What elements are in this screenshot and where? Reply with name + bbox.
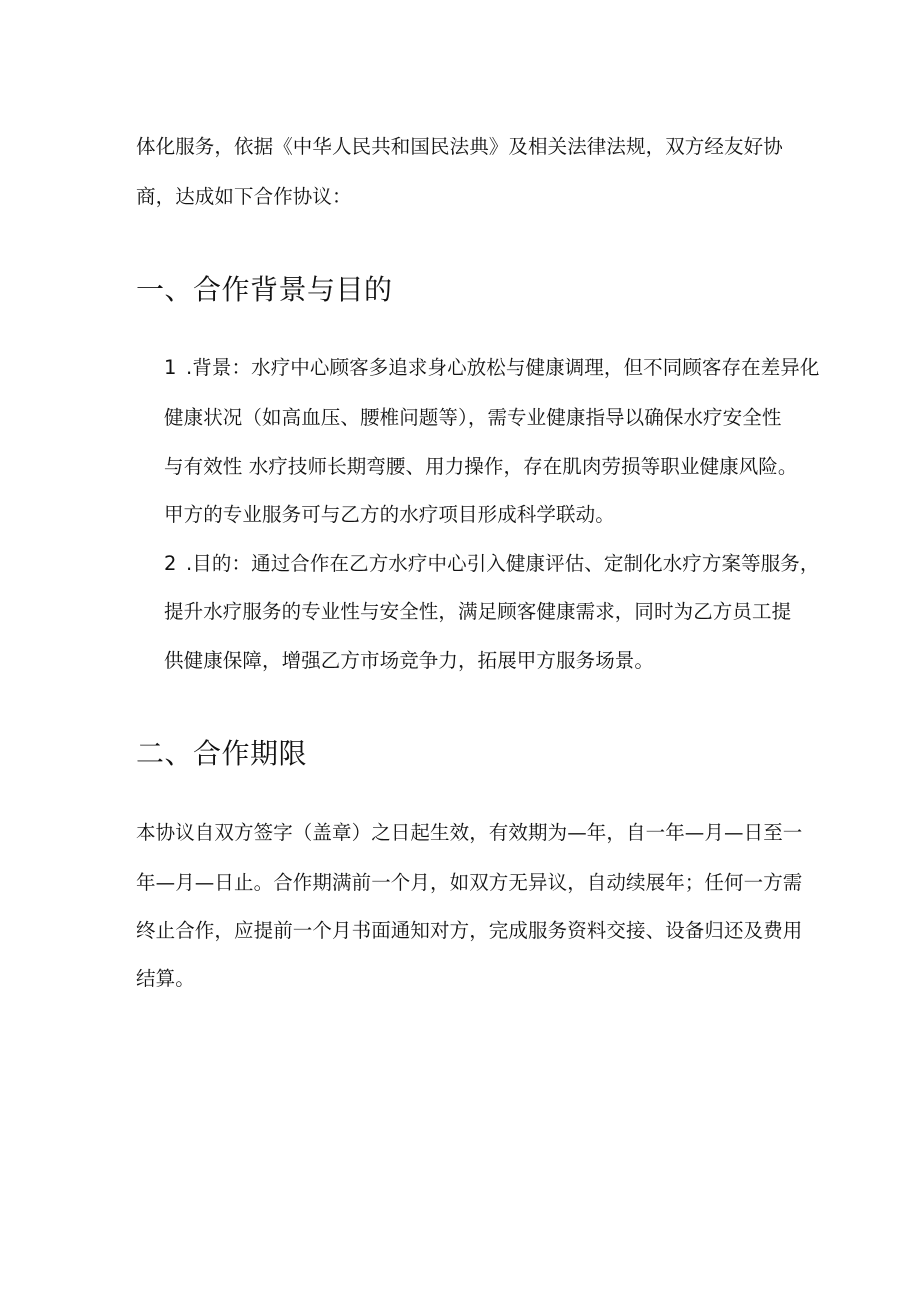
item-1-number: 1 xyxy=(164,356,177,379)
item-1-line-2: 健康状况（如高血压、腰椎问题等），需专业健康指导以确保水疗安全性 xyxy=(164,406,782,429)
item-1-line-1: .背景：水疗中心顾客多追求身心放松与健康调理，但不同顾客存在差异化 xyxy=(186,356,820,379)
term-line-1: 本协议自双方签字（盖章）之日起生效，有效期为—年，自一年—月—日至一 xyxy=(136,821,803,844)
section-2-heading: 二、合作期限 xyxy=(136,737,308,770)
item-2-number: 2 xyxy=(164,552,177,575)
term-line-3: 终止合作，应提前一个月书面通知对方，完成服务资料交接、设备归还及费用 xyxy=(136,919,803,942)
item-2-line-2: 提升水疗服务的专业性与安全性，满足顾客健康需求，同时为乙方员工提 xyxy=(164,600,792,623)
intro-line-1: 体化服务，依据《中华人民共和国民法典》及相关法律法规，双方经友好协 xyxy=(136,135,783,158)
item-2-line-3: 供健康保障，增强乙方市场竞争力，拓展甲方服务场景。 xyxy=(164,649,655,672)
section-1-heading: 一、合作背景与目的 xyxy=(136,273,393,306)
term-line-4: 结算。 xyxy=(136,967,195,990)
item-1-line-4: 甲方的专业服务可与乙方的水疗项目形成科学联动。 xyxy=(164,503,615,526)
intro-line-2: 商，达成如下合作协议： xyxy=(136,185,352,208)
term-line-2: 年—月—日止。合作期满前一个月，如双方无异议，自动续展年；任何一方需 xyxy=(136,871,803,894)
item-1-line-3: 与有效性 水疗技师长期弯腰、用力操作，存在肌肉劳损等职业健康风险。 xyxy=(164,455,798,478)
item-2-line-1: .目的：通过合作在乙方水疗中心引入健康评估、定制化水疗方案等服务， xyxy=(186,552,820,575)
